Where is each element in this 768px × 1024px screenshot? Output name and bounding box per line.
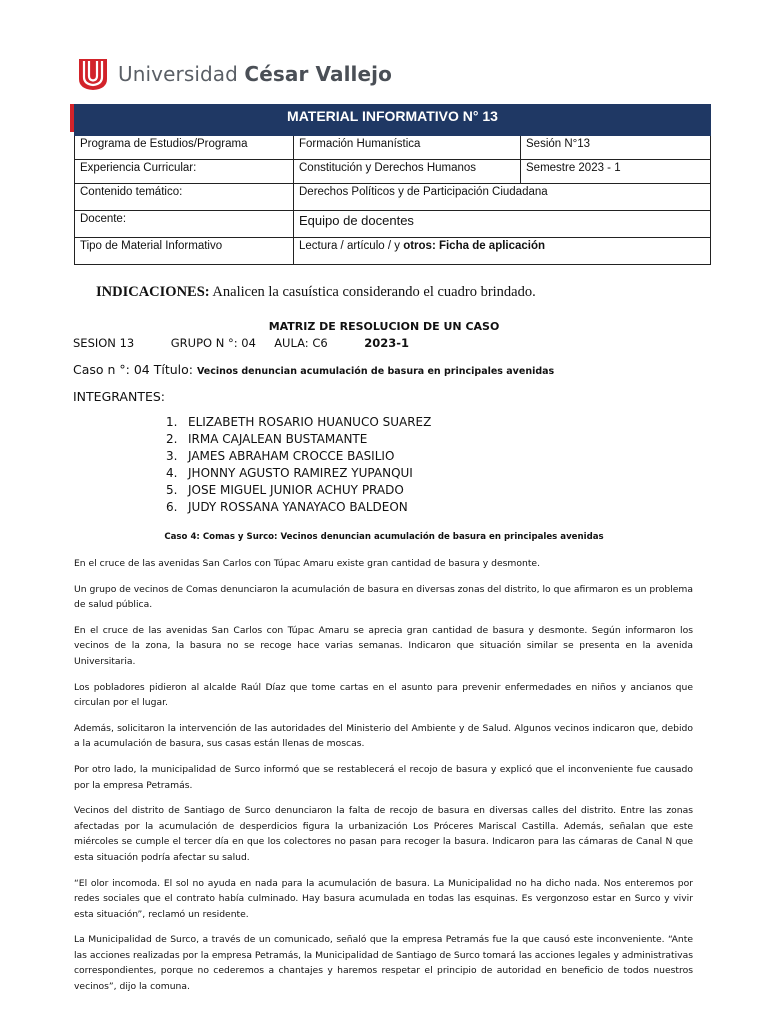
ucv-emblem-icon bbox=[78, 57, 108, 91]
table-value: Constitución y Derechos Humanos bbox=[294, 160, 521, 184]
list-item: 6. JUDY ROSSANA YANAYACO BALDEON bbox=[166, 500, 408, 514]
material-info-table bbox=[74, 104, 711, 265]
table-title: MATERIAL INFORMATIVO N° 13 bbox=[75, 105, 711, 136]
list-item: 2. IRMA CAJALEAN BUSTAMANTE bbox=[166, 432, 368, 446]
list-item: 1. ELIZABETH ROSARIO HUANUCO SUAREZ bbox=[166, 415, 432, 429]
list-item: 5. JOSE MIGUEL JUNIOR ACHUY PRADO bbox=[166, 483, 404, 497]
table-label: Programa de Estudios/Programa bbox=[75, 136, 294, 160]
list-item: 4. JHONNY AGUSTO RAMIREZ YUPANQUI bbox=[166, 466, 413, 480]
table-label: Tipo de Material Informativo bbox=[75, 238, 294, 265]
paragraph: En el cruce de las avenidas San Carlos con Túpac Amaru se aprecia gran cantidad de basura y desmonte. Según informaron los vecinos de la zona, la basura no se recoge hace varias semanas. Indicaron que situación similar se presenta en la avenida Universitaria. bbox=[74, 624, 693, 667]
table-value: Formación Humanística bbox=[294, 136, 521, 160]
paragraph: “El olor incomoda. El sol no ayuda en nada para la acumulación de basura. La Municipalidad no ha dicho nada. Nos enteremos por redes sociales que el contrato había culminado. Hay basura acumulada en todas las esquinas. Es vergonzoso estar en Surco y vivir esta situación”, reclamó un residente. bbox=[74, 877, 693, 920]
paragraph: En el cruce de las avenidas San Carlos con Túpac Amaru existe gran cantidad de basura y desmonte. bbox=[74, 558, 540, 569]
table-extra: Semestre 2023 - 1 bbox=[521, 160, 711, 184]
paragraph: Los pobladores pidieron al alcalde Raúl Díaz que tome cartas en el asunto para prevenir enfermedades en niños y ancianos que circulan por el lugar. bbox=[74, 681, 693, 709]
paragraph: Además, solicitaron la intervención de las autoridades del Ministerio del Ambiente y de Salud. Algunos vecinos indicaron que, debido a la acumulación de basura, sus casas están llenas de moscas. bbox=[74, 722, 693, 750]
instructions: INDICACIONES: Analicen la casuística considerando el cuadro brindado. bbox=[96, 284, 536, 300]
table-value: Lectura / artículo / y otros: Ficha de aplicación bbox=[294, 238, 711, 265]
session-meta: SESION 13 GRUPO N °: 04 AULA: C6 2023-1 bbox=[73, 336, 410, 350]
table-label: Docente: bbox=[75, 211, 294, 238]
table-extra: Sesión N°13 bbox=[521, 136, 711, 160]
table-label: Experiencia Curricular: bbox=[75, 160, 294, 184]
paragraph: Vecinos del distrito de Santiago de Surco denunciaron la falta de recojo de basura en diversas calles del distrito. Entre las zonas afectadas por la acumulación de desperdicios figura la urbanización Los Próceres Mariscal Castilla. Además, señalan que este miércoles se cumple el tercer día en que los colectores no pasan para recoger la basura. Indicaron para las cámaras de Canal N que esta situación podría afectar su salud. bbox=[74, 805, 693, 863]
members-list bbox=[166, 414, 431, 516]
paragraph: Un grupo de vecinos de Comas denunciaron la acumulación de basura en diversas zonas del distrito, lo que afirmaron es un problema de salud pública. bbox=[74, 583, 693, 611]
table-value: Derechos Políticos y de Participación Ciudadana bbox=[294, 184, 711, 211]
paragraph: Por otro lado, la municipalidad de Surco informó que se restablecerá el recojo de basura y explicó que el inconveniente fue causado por la empresa Petramás. bbox=[74, 763, 693, 791]
list-item: 3. JAMES ABRAHAM CROCCE BASILIO bbox=[166, 449, 395, 463]
matrix-title: MATRIZ DE RESOLUCION DE UN CASO bbox=[268, 320, 500, 333]
case-body bbox=[74, 556, 693, 1005]
table-label: Contenido temático: bbox=[75, 184, 294, 211]
table-value: Equipo de docentes bbox=[294, 211, 711, 238]
case-title-line: Caso n °: 04 Título: Vecinos denuncian acumulación de basura en principales avenidas bbox=[73, 362, 555, 377]
case-heading: Caso 4: Comas y Surco: Vecinos denuncian acumulación de basura en principales avenidas bbox=[164, 532, 604, 542]
paragraph: La Municipalidad de Surco, a través de un comunicado, señaló que la empresa Petramás fue la que causó este inconveniente. “Ante las acciones realizadas por la empresa Petramás, la Municipalidad de Santiago de Surco tomará las acciones legales y administrativas correspondientes, porque no cederemos a chantajes y haremos respetar el principio de autoridad en beneficio de todos nuestros vecinos”, dijo la comuna. bbox=[74, 934, 693, 993]
logo-wordmark: Universidad César Vallejo bbox=[118, 62, 392, 86]
members-label: INTEGRANTES: bbox=[73, 389, 166, 404]
university-logo bbox=[78, 56, 392, 92]
